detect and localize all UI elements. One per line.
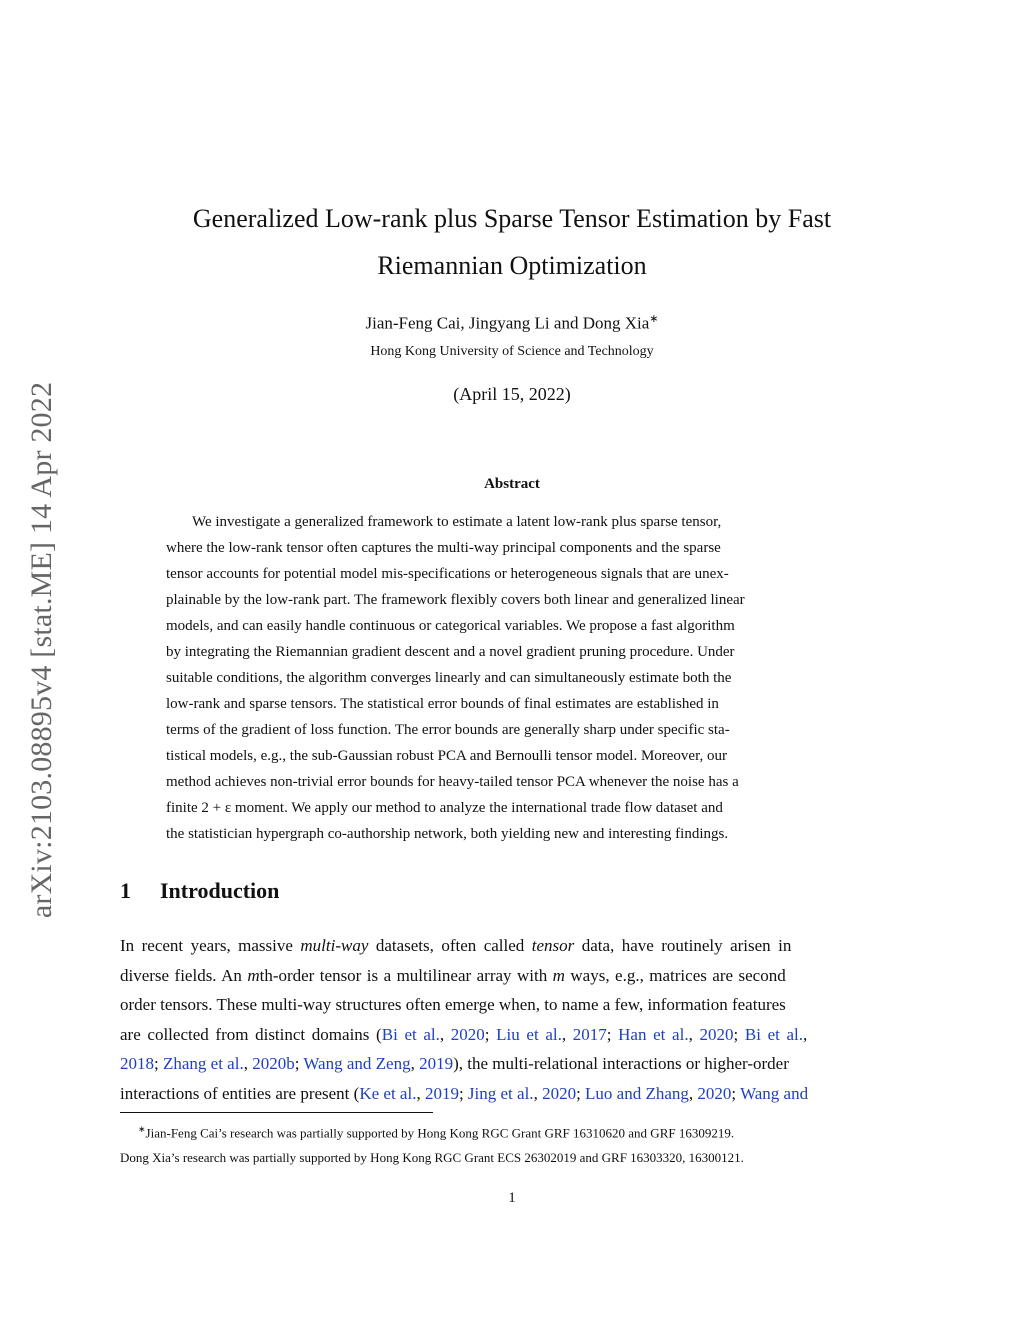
citation-link[interactable]: Bi et al. — [744, 1024, 804, 1044]
intro-line — [120, 961, 904, 991]
abstract-line: models, and can easily handle continuous or categorical variables. We propose a fast algorithm — [166, 618, 735, 634]
math-variable: m — [247, 965, 260, 985]
abstract-line: by integrating the Riemannian gradient descent and a novel gradient pruning procedure. Under — [166, 644, 735, 660]
footnote-text: Jian-Feng Cai’s research was partially supported by Hong Kong RGC Grant GRF 16310620 and GRF 16309219. — [145, 1125, 735, 1141]
abstract-line: plainable by the low-rank part. The framework flexibly covers both linear and generalized linear — [166, 592, 745, 608]
abstract-line: finite 2 + ε moment. We apply our method to analyze the international trade flow dataset and — [166, 800, 723, 816]
citation-link[interactable]: Bi et al. — [381, 1024, 440, 1044]
citation-link[interactable]: Jing et al. — [467, 1083, 534, 1103]
section-number: 1 — [120, 878, 131, 903]
footnote — [120, 1117, 904, 1170]
title-line-1: Generalized Low-rank plus Sparse Tensor Estimation by Fast — [192, 204, 832, 233]
footnote-line — [120, 1117, 904, 1145]
author-names: Jian-Feng Cai, Jingyang Li and Dong Xia — [365, 313, 650, 333]
abstract-heading: Abstract — [484, 476, 540, 492]
abstract-line: suitable conditions, the algorithm converges linearly and can simultaneously estimate both the — [166, 670, 732, 686]
author-list — [140, 312, 884, 334]
citation-link[interactable]: Liu et al. — [496, 1024, 562, 1044]
footnote-mark: ∗ — [138, 1124, 146, 1134]
text-run: ways, e.g., matrices are second — [564, 965, 786, 985]
citation-link[interactable]: Han et al. — [618, 1024, 689, 1044]
intro-line: 2018; Zhang et al., 2020b; Wang and Zeng, 2019), the multi-relational interactions or higher-order — [120, 1054, 789, 1073]
text-run: datasets, often called — [368, 936, 532, 955]
math-variable: m — [552, 965, 565, 985]
abstract-line: tistical models, e.g., the sub-Gaussian robust PCA and Bernoulli tensor model. Moreover, our — [166, 748, 727, 764]
author-footnote-mark[interactable]: ∗ — [649, 313, 659, 325]
abstract-line: low-rank and sparse tensors. The statistical error bounds of final estimates are established in — [166, 696, 719, 712]
citation-year-link[interactable]: 2020 — [542, 1083, 577, 1103]
citation-year-link[interactable]: 2020 — [699, 1024, 734, 1044]
abstract-line: where the low-rank tensor often captures the multi-way principal components and the sparse — [166, 540, 721, 556]
abstract-line: tensor accounts for potential model mis-specifications or heterogeneous signals that are unex- — [166, 566, 729, 582]
citation-year-link[interactable]: 2019 — [419, 1054, 454, 1073]
text-run: th-order tensor is a multilinear array with — [259, 965, 553, 985]
citation-year-link[interactable]: 2017 — [572, 1024, 607, 1044]
text-run: ), the multi-relational interactions or higher-order — [453, 1054, 789, 1073]
citation-year-link[interactable]: 2020 — [450, 1024, 485, 1044]
intro-line: are collected from distinct domains (Bi et al., 2020; Liu et al., 2017; Han et al., 2020; Bi et al., — [120, 1024, 808, 1044]
abstract-line: terms of the gradient of loss function. The error bounds are generally sharp under specific sta- — [166, 722, 730, 738]
footnote-line: Dong Xia’s research was partially supported by Hong Kong RGC Grant ECS 26302019 and GRF 16303320, 16300121. — [120, 1150, 744, 1166]
intro-line — [120, 931, 904, 961]
citation-link[interactable]: Zhang et al. — [162, 1054, 244, 1073]
title-line-2: Riemannian Optimization — [377, 251, 647, 280]
citation-year-link[interactable]: 2020 — [697, 1083, 732, 1103]
intro-line: interactions of entities are present (Ke et al., 2019; Jing et al., 2020; Luo and Zhang, 2020; Wang and — [120, 1083, 809, 1103]
text-run: are collected from distinct domains ( — [120, 1024, 382, 1044]
citation-year-link[interactable]: 2019 — [424, 1083, 459, 1103]
section-title: Introduction — [160, 878, 280, 903]
citation-year-link[interactable]: 2020b — [252, 1054, 295, 1073]
abstract-line: the statistician hypergraph co-authorship network, both yielding new and interesting findings. — [166, 826, 729, 842]
affiliation: Hong Kong University of Science and Technology — [370, 344, 654, 359]
citation-link[interactable]: Luo and Zhang — [585, 1083, 689, 1103]
emphasis-text: tensor — [531, 936, 575, 955]
arxiv-identifier-stamp: arXiv:2103.08895v4 [stat.ME] 14 Apr 2022 — [25, 381, 58, 919]
abstract-text — [166, 509, 858, 847]
citation-link[interactable]: Wang and — [740, 1083, 809, 1103]
text-run: In recent years, massive — [120, 936, 301, 955]
abstract-line: We investigate a generalized framework to estimate a latent low-rank plus sparse tensor, — [192, 514, 722, 530]
citation-link[interactable]: Wang and Zeng — [303, 1054, 411, 1073]
text-run: data, have routinely arisen in — [574, 936, 792, 955]
intro-line: order tensors. These multi-way structures often emerge when, to name a few, information features — [120, 995, 786, 1014]
text-run: diverse fields. An — [120, 965, 248, 985]
citation-year-link[interactable]: 2018 — [120, 1054, 154, 1073]
citation-link[interactable]: Ke et al. — [359, 1083, 417, 1103]
publication-date: (April 15, 2022) — [453, 384, 571, 404]
footnote-divider — [120, 1112, 433, 1113]
introduction-text — [120, 931, 904, 1108]
abstract-line: method achieves non-trivial error bounds for heavy-tailed tensor PCA whenever the noise has a — [166, 774, 739, 790]
section-heading-introduction — [120, 878, 279, 904]
page-number: 1 — [508, 1190, 516, 1206]
paper-title — [140, 195, 884, 289]
text-run: interactions of entities are present ( — [120, 1083, 360, 1103]
emphasis-text: multi-way — [300, 936, 369, 955]
